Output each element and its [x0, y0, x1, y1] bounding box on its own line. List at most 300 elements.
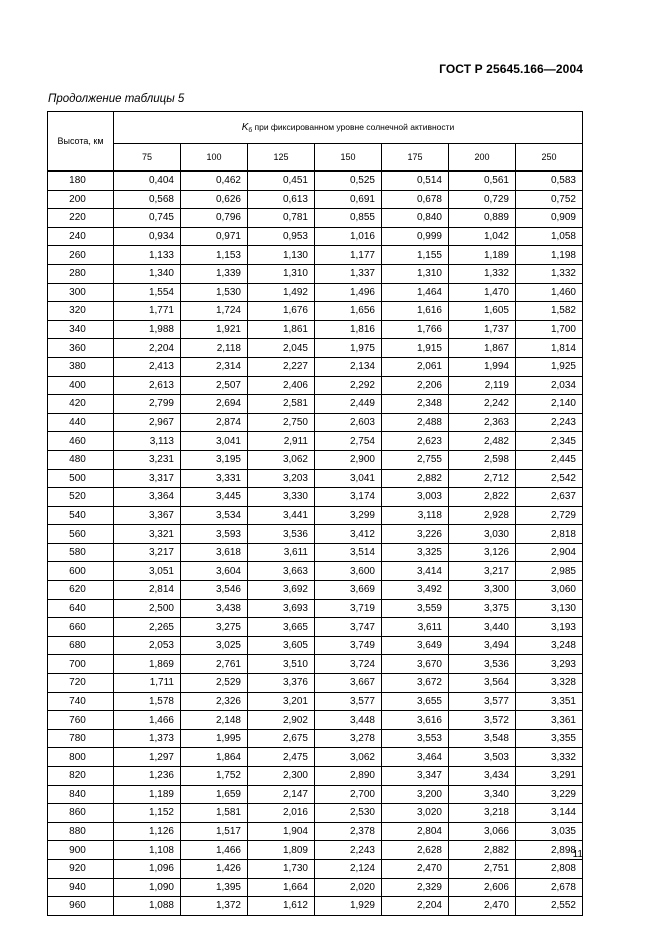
solar-activity-column-header: 200: [449, 144, 516, 172]
k-value-cell: 3,118: [382, 506, 449, 525]
k-value-cell: 2,754: [315, 432, 382, 451]
k-value-cell: 3,367: [114, 506, 181, 525]
k-value-cell: 2,882: [449, 841, 516, 860]
k-value-cell: 2,363: [449, 413, 516, 432]
k-value-cell: 2,378: [315, 822, 382, 841]
k-value-cell: 0,840: [382, 209, 449, 228]
k-value-cell: 3,347: [382, 767, 449, 786]
k-value-cell: 3,559: [382, 599, 449, 618]
k-value-cell: 3,441: [248, 506, 315, 525]
table-row: [48, 543, 583, 562]
table-row: [48, 711, 583, 730]
k-value-cell: 3,035: [516, 822, 583, 841]
k-value-cell: 3,275: [181, 618, 248, 637]
k-value-cell: 2,140: [516, 395, 583, 414]
k-value-cell: 3,414: [382, 562, 449, 581]
k-value-cell: 2,314: [181, 357, 248, 376]
k-value-cell: 3,218: [449, 804, 516, 823]
height-cell: 960: [48, 897, 114, 916]
k-value-cell: 3,025: [181, 636, 248, 655]
table-row: [48, 562, 583, 581]
k-value-cell: 2,016: [248, 804, 315, 823]
k-value-cell: 1,700: [516, 320, 583, 339]
k-value-cell: 3,217: [449, 562, 516, 581]
k-value-cell: 1,861: [248, 320, 315, 339]
k-value-cell: 3,330: [248, 488, 315, 507]
k-value-cell: 2,345: [516, 432, 583, 451]
k-value-cell: 2,326: [181, 692, 248, 711]
height-cell: 200: [48, 190, 114, 209]
table-row: [48, 246, 583, 265]
k-value-cell: 0,889: [449, 209, 516, 228]
table-row: [48, 655, 583, 674]
k-value-cell: 1,126: [114, 822, 181, 841]
height-cell: 240: [48, 227, 114, 246]
height-cell: 680: [48, 636, 114, 655]
k-value-cell: 3,534: [181, 506, 248, 525]
k-value-cell: 1,864: [181, 748, 248, 767]
k-value-cell: 2,119: [449, 376, 516, 395]
k-value-cell: 3,445: [181, 488, 248, 507]
k-value-cell: 2,529: [181, 674, 248, 693]
k-value-cell: 3,066: [449, 822, 516, 841]
k-subscript: б: [248, 126, 253, 134]
k-value-cell: 2,045: [248, 339, 315, 358]
k-value-cell: 2,204: [114, 339, 181, 358]
k-value-cell: 0,613: [248, 190, 315, 209]
k-value-cell: 1,517: [181, 822, 248, 841]
k-value-cell: 0,583: [516, 171, 583, 190]
height-cell: 860: [48, 804, 114, 823]
k-value-cell: 3,665: [248, 618, 315, 637]
height-cell: 560: [48, 525, 114, 544]
table-row: [48, 339, 583, 358]
table-caption: Продолжение таблицы 5: [48, 93, 185, 105]
height-cell: 780: [48, 729, 114, 748]
k-value-cell: 1,656: [315, 302, 382, 321]
k-value-cell: 2,808: [516, 859, 583, 878]
k-value-cell: 0,953: [248, 227, 315, 246]
k-value-cell: 3,604: [181, 562, 248, 581]
k-value-cell: 3,130: [516, 599, 583, 618]
k-value-cell: 2,598: [449, 450, 516, 469]
k-value-cell: 1,090: [114, 878, 181, 897]
k-value-cell: 3,719: [315, 599, 382, 618]
height-cell: 920: [48, 859, 114, 878]
k-value-cell: 2,675: [248, 729, 315, 748]
k-value-cell: 2,890: [315, 767, 382, 786]
table-row: [48, 804, 583, 823]
table-row: [48, 357, 583, 376]
k-value-cell: 3,649: [382, 636, 449, 655]
data-table: [47, 111, 583, 916]
k-value-cell: 3,126: [449, 543, 516, 562]
k-value-cell: 2,118: [181, 339, 248, 358]
table-row: [48, 450, 583, 469]
k-value-cell: 3,692: [248, 581, 315, 600]
k-value-cell: 2,265: [114, 618, 181, 637]
k-value-cell: 3,553: [382, 729, 449, 748]
k-value-cell: 1,332: [516, 264, 583, 283]
k-value-cell: 1,995: [181, 729, 248, 748]
k-value-cell: 3,299: [315, 506, 382, 525]
k-value-cell: 1,530: [181, 283, 248, 302]
k-value-cell: 3,670: [382, 655, 449, 674]
k-value-cell: 1,096: [114, 859, 181, 878]
k-value-cell: 1,867: [449, 339, 516, 358]
k-value-cell: 3,278: [315, 729, 382, 748]
k-value-cell: 0,729: [449, 190, 516, 209]
k-value-cell: 2,985: [516, 562, 583, 581]
k-value-cell: 0,745: [114, 209, 181, 228]
k-value-cell: 1,869: [114, 655, 181, 674]
table-row: [48, 488, 583, 507]
k-value-cell: 3,062: [315, 748, 382, 767]
k-value-cell: 3,041: [181, 432, 248, 451]
k-value-cell: 0,404: [114, 171, 181, 190]
table-row: [48, 748, 583, 767]
k-value-cell: 3,193: [516, 618, 583, 637]
table-body: [48, 171, 583, 915]
k-value-cell: 2,204: [382, 897, 449, 916]
k-value-cell: 3,376: [248, 674, 315, 693]
table-row: [48, 692, 583, 711]
k-value-cell: 1,737: [449, 320, 516, 339]
k-value-cell: 3,361: [516, 711, 583, 730]
k-value-cell: 1,310: [382, 264, 449, 283]
height-cell: 340: [48, 320, 114, 339]
k-value-cell: 3,600: [315, 562, 382, 581]
solar-activity-column-header: 175: [382, 144, 449, 172]
k-value-cell: 2,292: [315, 376, 382, 395]
k-value-cell: 1,310: [248, 264, 315, 283]
k-value-cell: 0,934: [114, 227, 181, 246]
k-value-cell: 3,440: [449, 618, 516, 637]
k-value-cell: 2,623: [382, 432, 449, 451]
height-cell: 600: [48, 562, 114, 581]
k-value-cell: 2,300: [248, 767, 315, 786]
k-value-cell: 1,730: [248, 859, 315, 878]
height-cell: 320: [48, 302, 114, 321]
k-value-cell: 2,967: [114, 413, 181, 432]
k-value-cell: 3,577: [449, 692, 516, 711]
height-cell: 280: [48, 264, 114, 283]
k-value-cell: 1,189: [449, 246, 516, 265]
k-value-cell: 2,482: [449, 432, 516, 451]
k-value-cell: 3,536: [449, 655, 516, 674]
height-cell: 500: [48, 469, 114, 488]
height-cell: 220: [48, 209, 114, 228]
k-value-cell: 1,337: [315, 264, 382, 283]
k-value-cell: 1,492: [248, 283, 315, 302]
height-cell: 400: [48, 376, 114, 395]
k-value-cell: 1,395: [181, 878, 248, 897]
k-value-cell: 0,781: [248, 209, 315, 228]
k-value-cell: 1,177: [315, 246, 382, 265]
k-value-cell: 3,616: [382, 711, 449, 730]
solar-activity-column-header: 150: [315, 144, 382, 172]
table-row: [48, 264, 583, 283]
k-value-cell: 3,724: [315, 655, 382, 674]
k-value-cell: 3,331: [181, 469, 248, 488]
k-value-cell: 2,348: [382, 395, 449, 414]
k-value-cell: 2,678: [516, 878, 583, 897]
k-value-cell: 3,434: [449, 767, 516, 786]
k-value-cell: 3,611: [248, 543, 315, 562]
k-value-cell: 2,874: [181, 413, 248, 432]
k-value-cell: 0,678: [382, 190, 449, 209]
k-value-cell: 3,317: [114, 469, 181, 488]
k-value-cell: 2,542: [516, 469, 583, 488]
k-value-cell: 1,133: [114, 246, 181, 265]
k-value-cell: 3,328: [516, 674, 583, 693]
k-value-cell: 3,144: [516, 804, 583, 823]
k-value-cell: 3,351: [516, 692, 583, 711]
k-value-cell: 3,041: [315, 469, 382, 488]
table-row: [48, 395, 583, 414]
k-value-cell: 2,147: [248, 785, 315, 804]
height-cell: 420: [48, 395, 114, 414]
k-value-cell: 3,546: [181, 581, 248, 600]
k-group-text: при фиксированном уровне солнечной активности: [252, 121, 455, 132]
k-value-cell: 0,909: [516, 209, 583, 228]
k-value-cell: 2,148: [181, 711, 248, 730]
k-value-cell: 1,904: [248, 822, 315, 841]
k-value-cell: 3,572: [449, 711, 516, 730]
standard-header: ГОСТ Р 25645.166—2004: [439, 62, 583, 76]
k-value-cell: 2,928: [449, 506, 516, 525]
height-cell: 700: [48, 655, 114, 674]
k-value-cell: 0,525: [315, 171, 382, 190]
height-cell: 620: [48, 581, 114, 600]
table-row: [48, 320, 583, 339]
k-value-cell: 3,203: [248, 469, 315, 488]
k-value-cell: 2,124: [315, 859, 382, 878]
k-value-cell: 1,925: [516, 357, 583, 376]
k-value-cell: 2,413: [114, 357, 181, 376]
k-value-cell: 2,243: [315, 841, 382, 860]
table-row: [48, 674, 583, 693]
height-column-header: Высота, км: [48, 112, 114, 172]
k-value-cell: 2,804: [382, 822, 449, 841]
k-value-cell: 1,470: [449, 283, 516, 302]
k-value-cell: 3,448: [315, 711, 382, 730]
k-value-cell: 1,915: [382, 339, 449, 358]
k-value-cell: 3,051: [114, 562, 181, 581]
k-value-cell: 0,568: [114, 190, 181, 209]
k-value-cell: 0,514: [382, 171, 449, 190]
k-value-cell: 1,153: [181, 246, 248, 265]
height-cell: 540: [48, 506, 114, 525]
k-value-cell: 3,663: [248, 562, 315, 581]
k-value-cell: 3,667: [315, 674, 382, 693]
k-value-cell: 1,130: [248, 246, 315, 265]
k-value-cell: 1,975: [315, 339, 382, 358]
k-value-cell: 1,554: [114, 283, 181, 302]
k-value-cell: 0,999: [382, 227, 449, 246]
table-row: [48, 525, 583, 544]
k-value-cell: 1,814: [516, 339, 583, 358]
k-value-cell: 3,229: [516, 785, 583, 804]
k-value-cell: 3,030: [449, 525, 516, 544]
k-value-cell: 3,248: [516, 636, 583, 655]
k-value-cell: 1,466: [181, 841, 248, 860]
table-row: [48, 599, 583, 618]
height-cell: 900: [48, 841, 114, 860]
k-value-cell: 2,206: [382, 376, 449, 395]
k-value-cell: 2,818: [516, 525, 583, 544]
k-value-cell: 1,581: [181, 804, 248, 823]
k-value-cell: 0,462: [181, 171, 248, 190]
k-value-cell: 2,750: [248, 413, 315, 432]
table-row: [48, 171, 583, 190]
solar-activity-header-row: [48, 144, 583, 172]
k-value-cell: 2,500: [114, 599, 181, 618]
k-value-cell: 3,438: [181, 599, 248, 618]
k-value-cell: 1,752: [181, 767, 248, 786]
table-row: [48, 190, 583, 209]
k-value-cell: 1,582: [516, 302, 583, 321]
height-cell: 660: [48, 618, 114, 637]
k-value-cell: 3,217: [114, 543, 181, 562]
table-row: [48, 506, 583, 525]
k-value-cell: 1,605: [449, 302, 516, 321]
k-value-cell: 1,921: [181, 320, 248, 339]
height-cell: 580: [48, 543, 114, 562]
k-value-cell: 2,898: [516, 841, 583, 860]
k-value-cell: 1,664: [248, 878, 315, 897]
k-value-cell: 3,747: [315, 618, 382, 637]
solar-activity-column-header: 75: [114, 144, 181, 172]
height-cell: 520: [48, 488, 114, 507]
k-value-cell: 1,988: [114, 320, 181, 339]
k-value-cell: 3,464: [382, 748, 449, 767]
k-value-cell: 2,700: [315, 785, 382, 804]
table-row: [48, 785, 583, 804]
page-number: 11: [572, 849, 583, 860]
k-value-cell: 2,755: [382, 450, 449, 469]
height-cell: 480: [48, 450, 114, 469]
k-value-cell: 2,242: [449, 395, 516, 414]
k-value-cell: 3,655: [382, 692, 449, 711]
k-value-cell: 1,466: [114, 711, 181, 730]
k-value-cell: 3,364: [114, 488, 181, 507]
table-row: [48, 302, 583, 321]
k-value-cell: 3,536: [248, 525, 315, 544]
k-value-cell: 1,460: [516, 283, 583, 302]
k-value-cell: 2,488: [382, 413, 449, 432]
k-value-cell: 0,691: [315, 190, 382, 209]
k-value-cell: 0,451: [248, 171, 315, 190]
k-value-cell: 3,113: [114, 432, 181, 451]
k-value-cell: 3,375: [449, 599, 516, 618]
k-value-cell: 3,672: [382, 674, 449, 693]
k-value-cell: 0,855: [315, 209, 382, 228]
height-cell: 740: [48, 692, 114, 711]
k-value-cell: 2,606: [449, 878, 516, 897]
k-value-cell: 2,449: [315, 395, 382, 414]
k-value-cell: 2,712: [449, 469, 516, 488]
k-value-cell: 3,355: [516, 729, 583, 748]
k-value-cell: 1,496: [315, 283, 382, 302]
k-value-cell: 2,900: [315, 450, 382, 469]
table-row: [48, 822, 583, 841]
height-cell: 720: [48, 674, 114, 693]
table-row: [48, 729, 583, 748]
table-row: [48, 283, 583, 302]
k-value-cell: 0,796: [181, 209, 248, 228]
k-value-cell: 1,339: [181, 264, 248, 283]
k-group-header: [114, 112, 583, 144]
k-value-cell: 1,426: [181, 859, 248, 878]
table-row: [48, 636, 583, 655]
k-value-cell: 1,042: [449, 227, 516, 246]
k-value-cell: 1,198: [516, 246, 583, 265]
height-cell: 760: [48, 711, 114, 730]
k-value-cell: 3,605: [248, 636, 315, 655]
k-value-cell: 1,108: [114, 841, 181, 860]
k-value-cell: 1,766: [382, 320, 449, 339]
k-value-cell: 3,300: [449, 581, 516, 600]
solar-activity-column-header: 125: [248, 144, 315, 172]
table-row: [48, 859, 583, 878]
height-cell: 640: [48, 599, 114, 618]
k-value-cell: 3,340: [449, 785, 516, 804]
k-value-cell: 3,332: [516, 748, 583, 767]
k-value-cell: 1,612: [248, 897, 315, 916]
height-cell: 260: [48, 246, 114, 265]
k-value-cell: 3,174: [315, 488, 382, 507]
k-value-cell: 1,771: [114, 302, 181, 321]
k-value-cell: 2,637: [516, 488, 583, 507]
k-value-cell: 2,470: [382, 859, 449, 878]
k-value-cell: 1,578: [114, 692, 181, 711]
k-value-cell: 0,561: [449, 171, 516, 190]
k-value-cell: 3,510: [248, 655, 315, 674]
k-value-cell: 3,618: [181, 543, 248, 562]
k-value-cell: 3,060: [516, 581, 583, 600]
height-cell: 820: [48, 767, 114, 786]
k-value-cell: 1,152: [114, 804, 181, 823]
k-value-cell: 0,971: [181, 227, 248, 246]
k-value-cell: 2,751: [449, 859, 516, 878]
k-value-cell: 1,058: [516, 227, 583, 246]
k-value-cell: 2,445: [516, 450, 583, 469]
k-value-cell: 0,752: [516, 190, 583, 209]
k-value-cell: 1,816: [315, 320, 382, 339]
k-value-cell: 3,195: [181, 450, 248, 469]
k-value-cell: 3,593: [181, 525, 248, 544]
k-value-cell: 1,236: [114, 767, 181, 786]
k-value-cell: 3,494: [449, 636, 516, 655]
k-value-cell: 1,016: [315, 227, 382, 246]
table-row: [48, 618, 583, 637]
k-value-cell: 2,329: [382, 878, 449, 897]
k-value-cell: 3,003: [382, 488, 449, 507]
k-value-cell: 2,243: [516, 413, 583, 432]
k-value-cell: 2,053: [114, 636, 181, 655]
k-value-cell: 3,503: [449, 748, 516, 767]
k-value-cell: 1,929: [315, 897, 382, 916]
k-value-cell: 1,297: [114, 748, 181, 767]
k-value-cell: 2,552: [516, 897, 583, 916]
table-row: [48, 413, 583, 432]
table-row: [48, 841, 583, 860]
k-value-cell: 3,749: [315, 636, 382, 655]
k-value-cell: 1,659: [181, 785, 248, 804]
k-value-cell: 2,061: [382, 357, 449, 376]
table-row: [48, 432, 583, 451]
